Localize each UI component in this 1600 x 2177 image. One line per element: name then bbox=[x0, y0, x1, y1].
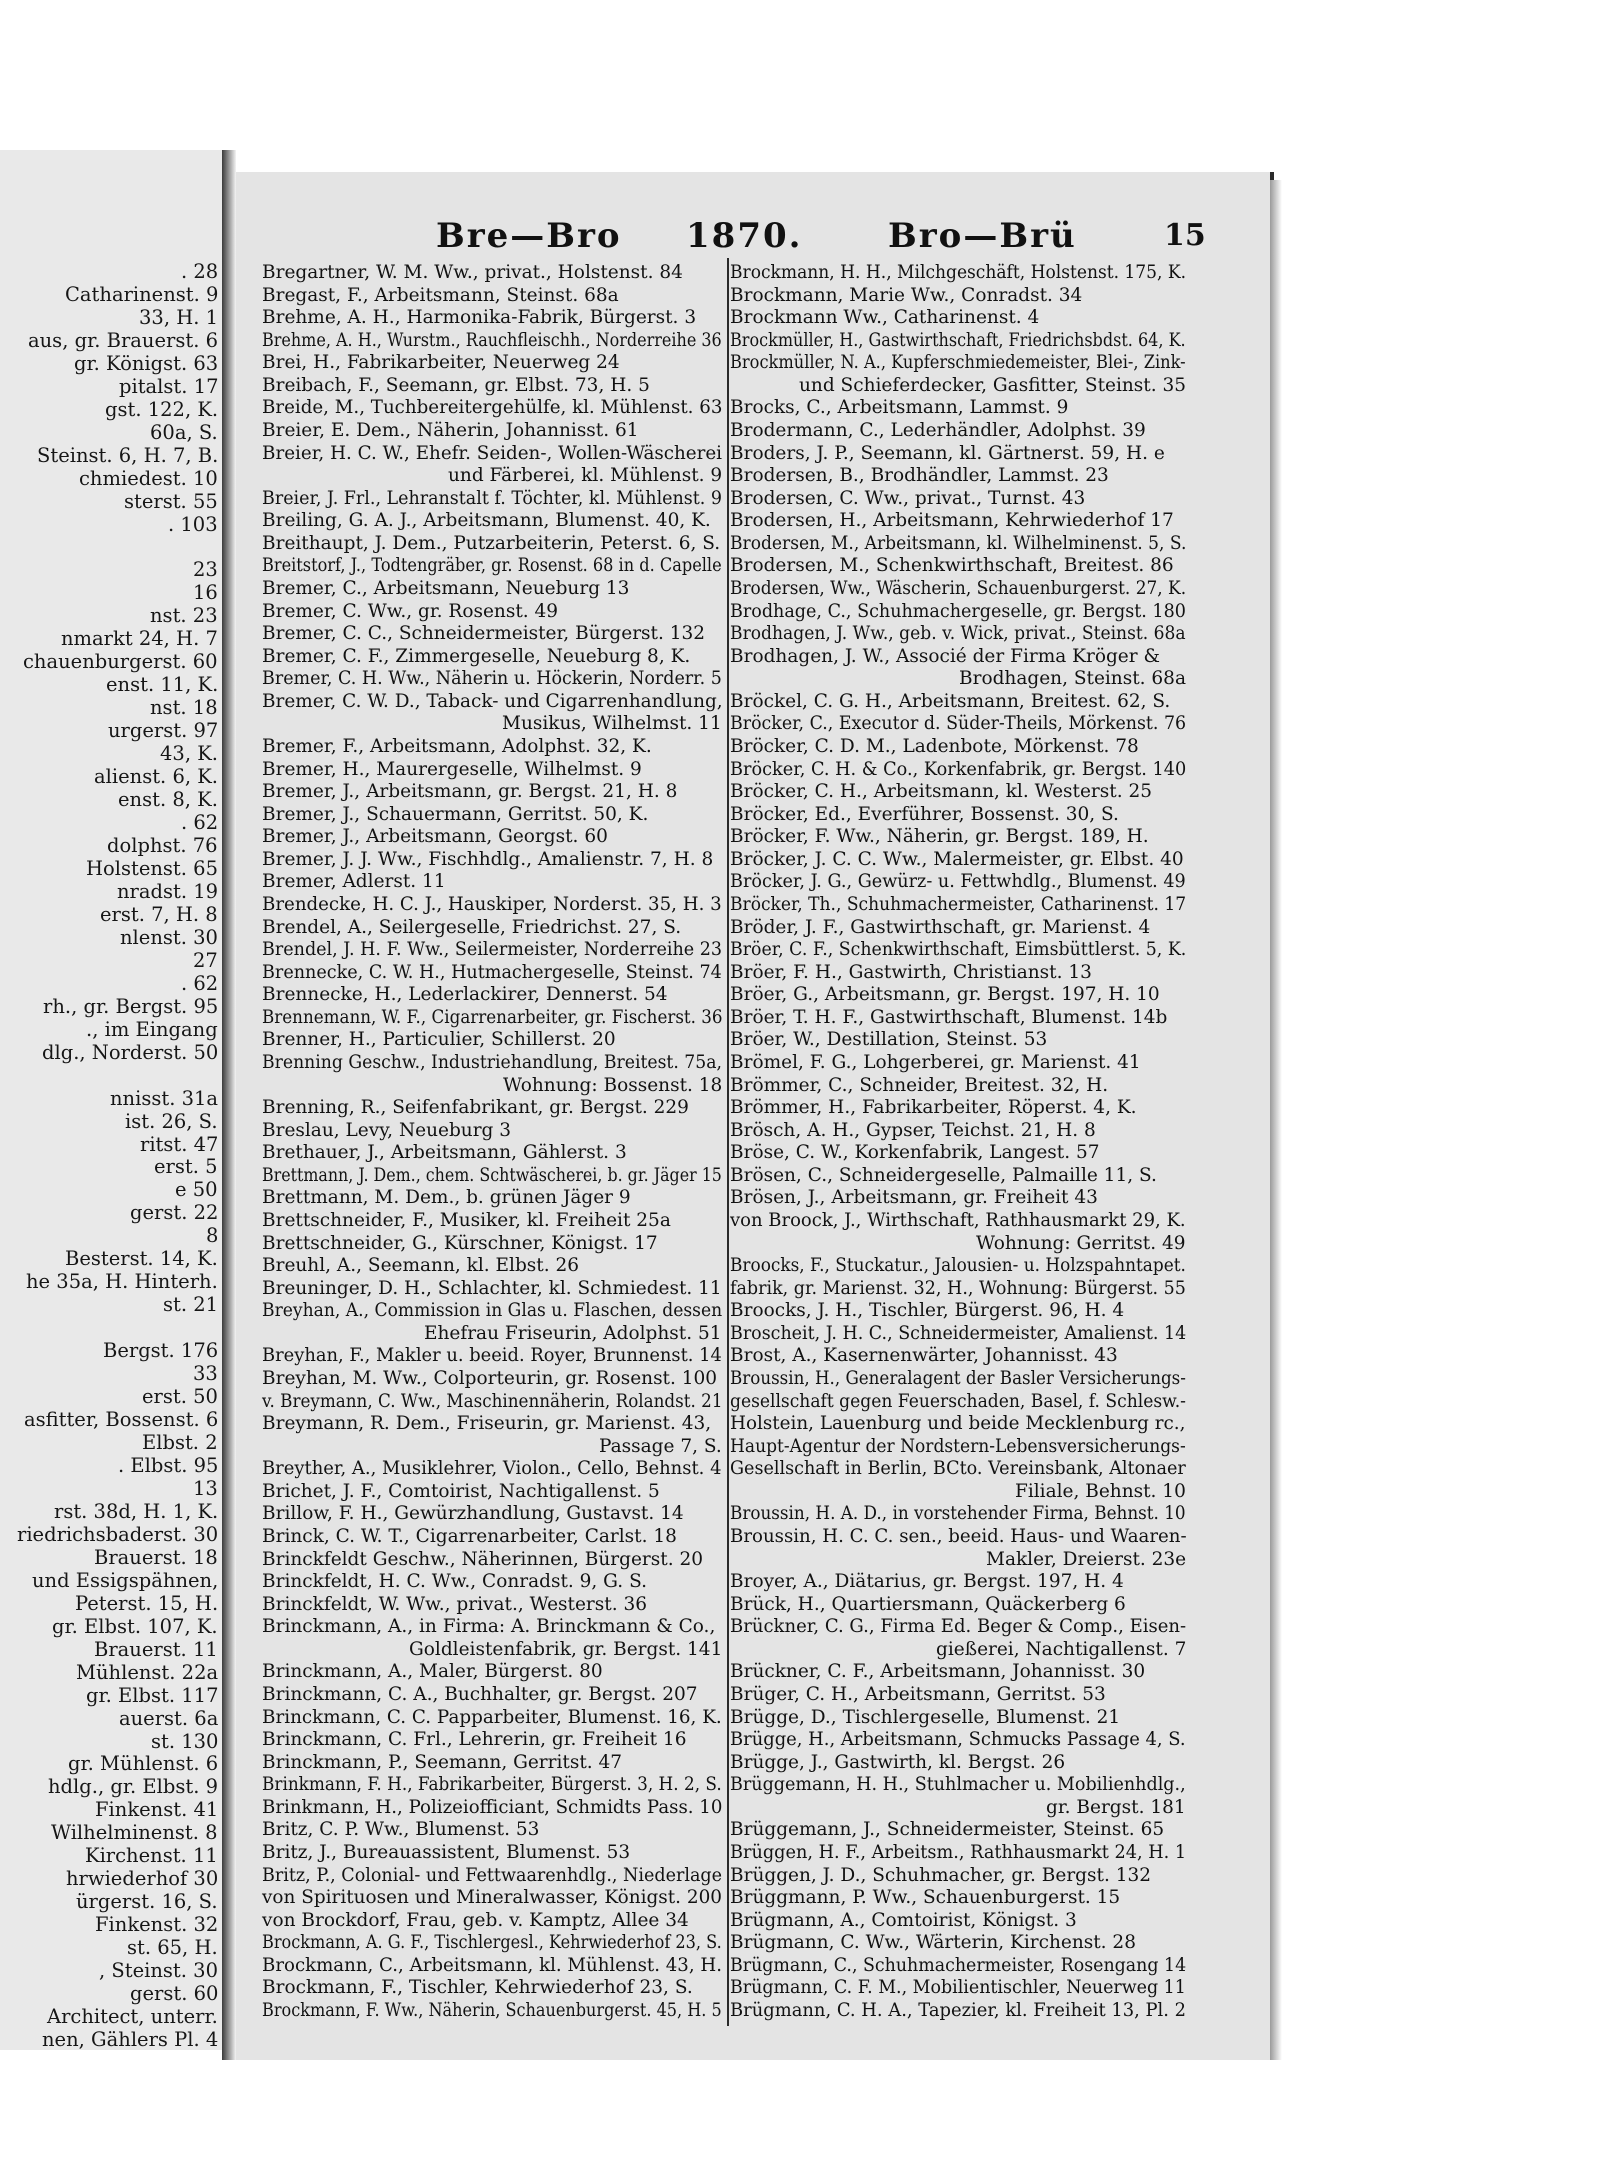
directory-entry: Breide, M., Tuchbereitergehülfe, kl. Mühlenst. 63 bbox=[262, 397, 723, 419]
directory-entry: Britz, J., Bureauassistent, Blumenst. 53 bbox=[262, 1842, 631, 1863]
directory-entry: Brinckmann, A., in Firma: A. Brinckmann & Co., bbox=[262, 1616, 716, 1638]
directory-entry: Brüggen, J. D., Schuhmacher, gr. Bergst. 132 bbox=[730, 1864, 1152, 1886]
directory-entry-continuation: Brodhagen, Steinst. 68a bbox=[959, 668, 1186, 690]
directory-entry: Bröcker, C. D. M., Ladenbote, Mörkenst. 78 bbox=[730, 736, 1139, 757]
directory-entry: Brehme, A. H., Harmonika-Fabrik, Bürgerst. 3 bbox=[262, 307, 697, 329]
directory-entry: Britz, C. P. Ww., Blumenst. 53 bbox=[262, 1819, 540, 1841]
directory-entry: Brodhagen, J. Ww., geb. v. Wick, privat., Steinst. 68a bbox=[730, 623, 1186, 645]
left-page-line: 27 bbox=[193, 948, 218, 972]
directory-entry: Brüggmann, P. Ww., Schauenburgerst. 15 bbox=[730, 1887, 1121, 1909]
directory-entry: Brodhagen, J. W., Associé der Firma Kröger & bbox=[730, 645, 1160, 667]
left-page-line: enst. 8, K. bbox=[118, 788, 218, 812]
directory-entry: Brückner, C. G., Firma Ed. Beger & Comp., Eisen- bbox=[730, 1616, 1187, 1638]
left-page-line: ist. 26, S. bbox=[125, 1109, 218, 1133]
directory-entry: Bröcker, C. H. & Co., Korkenfabrik, gr. Bergst. 140 bbox=[730, 758, 1187, 780]
directory-entry: Bremer, J., Schauermann, Gerritst. 50, K. bbox=[262, 803, 649, 825]
directory-entry: Brockmüller, H., Gastwirthschaft, Friedrichsbdst. 64, K. bbox=[730, 329, 1186, 351]
directory-entry: v. Breymann, C. Ww., Maschinennäherin, Rolandst. 21 bbox=[262, 1390, 723, 1412]
directory-entry: Broussin, H. A. D., in vorstehender Firma, Behnst. 10 bbox=[730, 1503, 1186, 1525]
directory-entry: Brendecke, H. C. J., Hauskiper, Norderst. 35, H. 3 bbox=[262, 894, 722, 915]
left-page-line: riedrichsbaderst. 30 bbox=[17, 1522, 219, 1546]
directory-entry: Brockmann, H. H., Milchgeschäft, Holstenst. 175, K. bbox=[730, 262, 1187, 283]
directory-entry: Brodhage, C., Schuhmachergeselle, gr. Bergst. 180 bbox=[730, 600, 1186, 622]
directory-entry: Breier, H. C. W., Ehefr. Seiden-, Wollen-Wäscherei bbox=[262, 442, 723, 464]
left-page-line: hrwiederhof 30 bbox=[66, 1867, 219, 1891]
directory-entry: Brüggemann, H. H., Stuhlmacher u. Mobilienhdlg., bbox=[730, 1774, 1186, 1796]
left-page-line: ritst. 47 bbox=[140, 1132, 219, 1156]
left-page-line: hdlg., gr. Elbst. 9 bbox=[48, 1775, 219, 1799]
directory-entry: Brodersen, M., Arbeitsmann, kl. Wilhelminenst. 5, S. bbox=[730, 532, 1187, 554]
directory-entry: Breiling, G. A. J., Arbeitsmann, Blumenst. 40, K. bbox=[262, 510, 711, 532]
left-page-line: sterst. 55 bbox=[124, 489, 218, 513]
directory-entry: Bröer, T. H. F., Gastwirthschaft, Blumenst. 14b bbox=[730, 1006, 1168, 1028]
left-page-line: dolphst. 76 bbox=[107, 834, 218, 858]
directory-entry: Brethauer, J., Arbeitsmann, Gählerst. 3 bbox=[262, 1142, 627, 1164]
left-page-line: nst. 18 bbox=[150, 696, 218, 720]
directory-entry: Breuninger, D. H., Schlachter, kl. Schmiedest. 11 bbox=[262, 1277, 722, 1299]
directory-entry: Broussin, H. C. C. sen., beeid. Haus- und Waaren- bbox=[730, 1526, 1187, 1547]
directory-entry: Brettschneider, G., Kürschner, Königst. 17 bbox=[262, 1232, 658, 1254]
directory-entry: von Brockdorf, Frau, geb. v. Kamptz, Allee 34 bbox=[262, 1909, 689, 1931]
header-right-range: Bro—Brü bbox=[888, 216, 1077, 256]
directory-entry: Brockmann, F., Tischler, Kehrwiederhof 23, S. bbox=[262, 1977, 693, 1999]
left-page-line: dlg., Norderst. 50 bbox=[42, 1040, 219, 1064]
left-page-line: auerst. 6a bbox=[119, 1706, 219, 1730]
directory-entry: Britz, P., Colonial- und Fettwaarenhdlg., Niederlage bbox=[262, 1864, 723, 1886]
directory-entry: Brettmann, J. Dem., chem. Schtwäscherei, b. gr. Jäger 15 bbox=[262, 1164, 722, 1186]
directory-entry: Bröckel, C. G. H., Arbeitsmann, Breitest. 62, S. bbox=[730, 690, 1171, 712]
directory-entry: Brodersen, C. Ww., privat., Turnst. 43 bbox=[730, 487, 1086, 509]
directory-entry: Bremer, J., Arbeitsmann, Georgst. 60 bbox=[262, 826, 608, 848]
directory-entry: Brocks, C., Arbeitsmann, Lammst. 9 bbox=[730, 397, 1069, 419]
directory-entry: Brockmüller, N. A., Kupferschmiedemeister, Blei-, Zink- bbox=[730, 352, 1186, 374]
directory-entry: Brügmann, C., Schuhmachermeister, Rosengang 14 bbox=[730, 1954, 1187, 1976]
directory-entry: Brügmann, C. F. M., Mobilientischler, Neuerweg 11 bbox=[730, 1977, 1186, 1999]
directory-entry-continuation: gießerei, Nachtigallenst. 7 bbox=[936, 1638, 1187, 1660]
left-page-line: asfitter, Bossenst. 6 bbox=[24, 1408, 219, 1432]
left-page-line: 33 bbox=[193, 1362, 218, 1386]
directory-entry-continuation: Wohnung: Bossenst. 18 bbox=[503, 1074, 723, 1096]
directory-entry: Brömmer, H., Fabrikarbeiter, Röperst. 4, K. bbox=[730, 1097, 1137, 1119]
left-page-line: Besterst. 14, K. bbox=[65, 1247, 218, 1271]
directory-entry-continuation: Ehefrau Friseurin, Adolphst. 51 bbox=[424, 1322, 722, 1344]
directory-entry: Brinkmann, F. H., Fabrikarbeiter, Bürgerst. 3, H. 2, S. bbox=[262, 1774, 722, 1796]
directory-entry: Breitstorf, J., Todtengräber, gr. Rosenst. 68 in d. Capelle bbox=[262, 555, 722, 577]
directory-entry: Bröcker, J. G., Gewürz- u. Fettwhdlg., Blumenst. 49 bbox=[730, 871, 1186, 893]
left-page-line: . 62 bbox=[181, 811, 219, 835]
directory-entry: Bregast, F., Arbeitsmann, Steinst. 68a bbox=[262, 284, 619, 306]
directory-entry: Broscheit, J. H. C., Schneidermeister, Amalienst. 14 bbox=[730, 1322, 1187, 1344]
directory-entry: Bröse, C. W., Korkenfabrik, Langest. 57 bbox=[730, 1142, 1100, 1164]
directory-entry-continuation: und Färberei, kl. Mühlenst. 9 bbox=[448, 465, 723, 487]
directory-entry: Brück, H., Quartiersmann, Quäckerberg 6 bbox=[730, 1593, 1126, 1615]
left-page-line: ., im Eingang bbox=[86, 1017, 218, 1041]
directory-entry: Brennecke, C. W. H., Hutmachergeselle, Steinst. 74 bbox=[262, 961, 722, 983]
left-page-line: gerst. 22 bbox=[130, 1201, 219, 1225]
directory-entry: Brügge, J., Gastwirth, kl. Bergst. 26 bbox=[730, 1751, 1066, 1773]
left-page-line: Holstenst. 65 bbox=[86, 856, 218, 880]
directory-entry: Brodermann, C., Lederhändler, Adolphst. 39 bbox=[730, 420, 1146, 441]
directory-entry-continuation: Haupt-Agentur der Nordstern-Lebensversicherungs- bbox=[730, 1435, 1186, 1457]
directory-entry: Brückner, C. F., Arbeitsmann, Johannisst. 30 bbox=[730, 1661, 1146, 1683]
left-page-line: Mühlenst. 22a bbox=[76, 1660, 219, 1684]
left-page-line: nnisst. 31a bbox=[110, 1086, 219, 1110]
left-page-line: gr. Elbst. 107, K. bbox=[52, 1614, 218, 1638]
left-page-line: Bergst. 176 bbox=[103, 1339, 219, 1363]
directory-entry-continuation: fabrik, gr. Marienst. 32, H., Wohnung: Bürgerst. 55 bbox=[730, 1277, 1186, 1299]
directory-entry: Bröer, C. F., Schenkwirthschaft, Eimsbüttlerst. 5, K. bbox=[730, 939, 1187, 961]
left-page-line: urgerst. 97 bbox=[108, 719, 219, 743]
left-page-line: gst. 122, K. bbox=[105, 397, 219, 421]
column-divider bbox=[727, 258, 729, 2026]
header-year: 1870. bbox=[686, 216, 803, 256]
directory-entry: Brendel, J. H. F. Ww., Seilermeister, Norderreihe 23 bbox=[262, 939, 723, 961]
directory-entry: Bröcker, J. C. C. Ww., Malermeister, gr. Elbst. 40 bbox=[730, 848, 1184, 870]
header-left-range: Bre—Bro bbox=[436, 216, 622, 256]
directory-entry: Brügmann, A., Comtoirist, Königst. 3 bbox=[730, 1909, 1077, 1931]
directory-entry: Bröder, J. F., Gastwirthschaft, gr. Marienst. 4 bbox=[730, 916, 1151, 938]
left-page-line: Steinst. 6, H. 7, B. bbox=[37, 443, 219, 467]
directory-entry-continuation: Wohnung: Gerritst. 49 bbox=[976, 1232, 1186, 1254]
left-page-line: gr. Mühlenst. 6 bbox=[68, 1752, 219, 1776]
directory-entry-continuation: Passage 7, S. bbox=[599, 1435, 722, 1457]
directory-entry: Bremer, C. H. Ww., Näherin u. Höckerin, Norderr. 5 bbox=[262, 668, 722, 690]
left-page-line: Architect, unterr. bbox=[47, 2005, 218, 2029]
directory-entry: Brügmann, C. Ww., Wärterin, Kirchenst. 28 bbox=[730, 1932, 1136, 1954]
directory-entry: Brinkmann, H., Polizeiofficiant, Schmidts Pass. 10 bbox=[262, 1796, 723, 1818]
left-page-line: erst. 50 bbox=[142, 1385, 218, 1409]
directory-entry: Brügge, D., Tischlergeselle, Blumenst. 21 bbox=[730, 1706, 1121, 1728]
directory-entry: Brügmann, C. H. A., Tapezier, kl. Freiheit 13, Pl. 2 bbox=[730, 2000, 1187, 2021]
left-page-line: 60a, S. bbox=[150, 420, 218, 444]
directory-entry: Broyer, A., Diätarius, gr. Bergst. 197, H. 4 bbox=[730, 1571, 1124, 1593]
left-page-line: nst. 23 bbox=[150, 604, 218, 628]
directory-entry: Brösen, J., Arbeitsmann, gr. Freiheit 43 bbox=[730, 1187, 1098, 1209]
directory-entry: Brinckmann, A., Maler, Bürgerst. 80 bbox=[262, 1661, 603, 1683]
directory-entry: Brennecke, H., Lederlackirer, Dennerst. 54 bbox=[262, 984, 668, 1006]
left-page-line: Finkenst. 41 bbox=[95, 1798, 219, 1822]
left-page-line: aus, gr. Brauerst. 6 bbox=[28, 328, 218, 352]
left-page-line: . 62 bbox=[181, 971, 219, 995]
directory-entry: Bremer, C. C., Schneidermeister, Bürgerst. 132 bbox=[262, 623, 706, 645]
directory-entry: Breuhl, A., Seemann, kl. Elbst. 26 bbox=[262, 1255, 580, 1277]
left-page-line: 16 bbox=[193, 581, 218, 605]
directory-entry: Bremer, J. J. Ww., Fischhdlg., Amalienstr. 7, H. 8 bbox=[262, 848, 714, 870]
left-page-line: pitalst. 17 bbox=[119, 374, 219, 398]
directory-entry: Brockmann Ww., Catharinenst. 4 bbox=[730, 307, 1040, 329]
directory-entry: von Broock, J., Wirthschaft, Rathhausmarkt 29, K. bbox=[730, 1210, 1186, 1231]
directory-entry: Brömel, F. G., Lohgerberei, gr. Marienst. 41 bbox=[730, 1052, 1141, 1073]
left-page-line: . 28 bbox=[181, 260, 219, 283]
directory-entry: Brösch, A. H., Gypser, Teichst. 21, H. 8 bbox=[730, 1119, 1096, 1141]
directory-entry: Breithaupt, J. Dem., Putzarbeiterin, Peterst. 6, S. bbox=[262, 532, 721, 554]
directory-entry: Bremer, C. Ww., gr. Rosenst. 49 bbox=[262, 600, 559, 622]
left-page-line: . Elbst. 95 bbox=[118, 1453, 219, 1477]
directory-entry-continuation: Makler, Dreierst. 23e bbox=[986, 1548, 1187, 1570]
directory-entry: Brinckfeldt Geschw., Näherinnen, Bürgerst. 20 bbox=[262, 1548, 704, 1570]
directory-entry: Brenning, R., Seifenfabrikant, gr. Bergst. 229 bbox=[262, 1097, 689, 1119]
directory-entry: Bröcker, C., Executor d. Süder-Theils, Mörkenst. 76 bbox=[730, 713, 1187, 735]
directory-entry: Brehme, A. H., Wurstm., Rauchfleischh., Norderreihe 36 bbox=[262, 329, 722, 351]
directory-entry: Brinckfeldt, H. C. Ww., Conradst. 9, G. S. bbox=[262, 1571, 647, 1593]
directory-entry: Brost, A., Kasernenwärter, Johannisst. 43 bbox=[730, 1345, 1118, 1367]
directory-entry: Brockmann, A. G. F., Tischlergesl., Kehrwiederhof 23, S. bbox=[262, 1932, 722, 1954]
directory-entry: Brinckfeldt, W. Ww., privat., Westerst. 36 bbox=[262, 1593, 647, 1615]
directory-entry-continuation: Filiale, Behnst. 10 bbox=[1015, 1480, 1186, 1502]
directory-entry: Brockmann, F. Ww., Näherin, Schauenburgerst. 45, H. 5 bbox=[262, 2000, 722, 2021]
directory-entry-continuation: gesellschaft gegen Feuerschaden, Basel, f. Schlesw.- bbox=[730, 1390, 1186, 1412]
left-page-line: st. 65, H. bbox=[127, 1936, 218, 1960]
left-page-line: nradst. 19 bbox=[117, 879, 219, 903]
directory-entry: Brei, H., Fabrikarbeiter, Neuerweg 24 bbox=[262, 352, 620, 374]
directory-entry: Brodersen, H., Arbeitsmann, Kehrwiederhof 17 bbox=[730, 510, 1174, 532]
directory-entry: Bremer, C. W. D., Taback- und Cigarrenhandlung, bbox=[262, 690, 723, 712]
left-page-line: gr. Elbst. 117 bbox=[86, 1683, 219, 1707]
left-page-line: Peterst. 15, H. bbox=[75, 1591, 219, 1615]
directory-entry: Breymann, R. Dem., Friseurin, gr. Marienst. 43, bbox=[262, 1413, 712, 1435]
left-page-line: erst. 7, H. 8 bbox=[100, 902, 218, 926]
directory-entry: Brockmann, Marie Ww., Conradst. 34 bbox=[730, 284, 1083, 306]
directory-entry: Brichet, J. F., Comtoirist, Nachtigallenst. 5 bbox=[262, 1480, 660, 1502]
directory-entry: Brodersen, M., Schenkwirthschaft, Breitest. 86 bbox=[730, 555, 1174, 577]
left-page-line: gerst. 60 bbox=[130, 1982, 219, 2006]
directory-entry: Brömmer, C., Schneider, Breitest. 32, H. bbox=[730, 1074, 1109, 1096]
left-page-line: Kirchenst. 11 bbox=[85, 1844, 218, 1868]
directory-entry: Broocks, F., Stuckatur., Jalousien- u. Holzspahntapet. bbox=[730, 1255, 1186, 1277]
directory-entry: Bröer, G., Arbeitsmann, gr. Bergst. 197, H. 10 bbox=[730, 984, 1160, 1006]
directory-entry: Brockmann, C., Arbeitsmann, kl. Mühlenst. 43, H. bbox=[262, 1954, 722, 1976]
directory-entry-continuation: von Spirituosen und Mineralwasser, Königst. 200 bbox=[262, 1887, 723, 1909]
left-page-line: rst. 38d, H. 1, K. bbox=[54, 1499, 219, 1523]
directory-entry: Brinck, C. W. T., Cigarrenarbeiter, Carlst. 18 bbox=[262, 1526, 677, 1547]
directory-entry: Brennemann, W. F., Cigarrenarbeiter, gr. Fischerst. 36 bbox=[262, 1006, 723, 1028]
left-page-line: he 35a, H. Hinterh. bbox=[26, 1270, 218, 1294]
directory-entry-continuation: und Schieferdecker, Gasfitter, Steinst. 35 bbox=[799, 374, 1187, 396]
directory-entry: Broders, J. P., Seemann, kl. Gärtnerst. 59, H. e bbox=[730, 442, 1165, 464]
left-page-line: Catharinenst. 9 bbox=[65, 282, 219, 306]
directory-entry: Brüggen, H. F., Arbeitsm., Rathhausmarkt 24, H. 1 bbox=[730, 1842, 1187, 1863]
directory-entry: Breyther, A., Musiklehrer, Violon., Cello, Behnst. 4 bbox=[262, 1458, 722, 1480]
directory-entry: Bremer, Adlerst. 11 bbox=[262, 871, 446, 893]
directory-entry: Breier, E. Dem., Näherin, Johannisst. 61 bbox=[262, 420, 639, 441]
directory-entry: Bremer, H., Maurergeselle, Wilhelmst. 9 bbox=[262, 758, 642, 780]
directory-entry: Breyhan, M. Ww., Colporteurin, gr. Rosenst. 100 bbox=[262, 1368, 718, 1389]
directory-entry-continuation: Musikus, Wilhelmst. 11 bbox=[502, 713, 722, 735]
left-page-line: 23 bbox=[193, 558, 218, 582]
left-page-line: enst. 11, K. bbox=[106, 673, 219, 697]
left-page-line: und Essigspähnen, bbox=[32, 1568, 219, 1592]
left-page-line: 43, K. bbox=[160, 742, 218, 766]
directory-entry: Broocks, J. H., Tischler, Bürgerst. 96, H. 4 bbox=[730, 1300, 1125, 1322]
left-page-line: 8 bbox=[206, 1224, 219, 1248]
directory-entry: Bremer, F., Arbeitsmann, Adolphst. 32, K. bbox=[262, 736, 652, 757]
directory-entry: Breyhan, F., Makler u. beeid. Royer, Brunnenst. 14 bbox=[262, 1345, 722, 1367]
left-page-line: st. 21 bbox=[163, 1293, 219, 1317]
left-page-line: gr. Königst. 63 bbox=[74, 351, 219, 375]
left-page-line: chmiedest. 10 bbox=[79, 466, 218, 490]
left-page-line: Wilhelminenst. 8 bbox=[51, 1821, 218, 1845]
directory-entry-continuation: Holstein, Lauenburg und beide Mecklenburg rc., bbox=[730, 1413, 1186, 1435]
directory-entry: Breslau, Levy, Neueburg 3 bbox=[262, 1119, 512, 1141]
directory-entry: Brinckmann, C. C. Papparbeiter, Blumenst. 16, K. bbox=[262, 1706, 722, 1728]
directory-entry: Bröcker, Ed., Everführer, Bossenst. 30, S. bbox=[730, 803, 1119, 825]
directory-entry: Bremer, C., Arbeitsmann, Neueburg 13 bbox=[262, 578, 630, 599]
directory-entry: Brodersen, Ww., Wäscherin, Schauenburgerst. 27, K. bbox=[730, 578, 1187, 599]
left-page-line: e 50 bbox=[175, 1178, 218, 1202]
left-page-line: nen, Gählers Pl. 4 bbox=[42, 2028, 219, 2050]
directory-entry: Bremer, C. F., Zimmergeselle, Neueburg 8, K. bbox=[262, 645, 691, 667]
directory-entry: Brenner, H., Particulier, Schillerst. 20 bbox=[262, 1029, 616, 1051]
directory-entry: Brüggemann, J., Schneidermeister, Steinst. 65 bbox=[730, 1819, 1165, 1841]
left-page-line: alienst. 6, K. bbox=[94, 765, 219, 789]
directory-entry-continuation: Gesellschaft in Berlin, BCto. Vereinsbank, Altonaer bbox=[730, 1458, 1186, 1480]
left-page-line: nmarkt 24, H. 7 bbox=[61, 627, 218, 651]
directory-entry: Brinckmann, C. A., Buchhalter, gr. Bergst. 207 bbox=[262, 1684, 698, 1705]
left-page-line: , Steinst. 30 bbox=[99, 1959, 218, 1983]
directory-entry: Bremer, J., Arbeitsmann, gr. Bergst. 21, H. 8 bbox=[262, 781, 678, 803]
left-page-line: nlenst. 30 bbox=[120, 925, 218, 949]
directory-entry: Brillow, F. H., Gewürzhandlung, Gustavst. 14 bbox=[262, 1503, 684, 1525]
directory-entry: Breyhan, A., Commission in Glas u. Flaschen, dessen bbox=[262, 1300, 723, 1322]
directory-entry: Brettschneider, F., Musiker, kl. Freiheit 25a bbox=[262, 1210, 671, 1231]
directory-entry: Breier, J. Frl., Lehranstalt f. Töchter, kl. Mühlenst. 9 bbox=[262, 487, 723, 509]
left-page-line: 33, H. 1 bbox=[139, 305, 219, 329]
directory-entry: Broussin, H., Generalagent der Basler Versicherungs- bbox=[730, 1368, 1186, 1389]
directory-entry: Brinckmann, P., Seemann, Gerritst. 47 bbox=[262, 1751, 623, 1773]
directory-entry: Brösen, C., Schneidergeselle, Palmaille 11, S. bbox=[730, 1164, 1157, 1186]
directory-entry: Brügge, H., Arbeitsmann, Schmucks Passage 4, S. bbox=[730, 1729, 1186, 1751]
left-page-line: Brauerst. 11 bbox=[94, 1637, 218, 1661]
directory-entry-continuation: Goldleistenfabrik, gr. Bergst. 141 bbox=[409, 1638, 723, 1660]
directory-entry: Bröcker, Th., Schuhmachermeister, Catharinenst. 17 bbox=[730, 894, 1187, 915]
directory-entry: Bröcker, F. Ww., Näherin, gr. Bergst. 189, H. bbox=[730, 826, 1149, 848]
page-edge-shadow bbox=[1270, 180, 1282, 2060]
left-page-line: Brauerst. 18 bbox=[94, 1545, 218, 1569]
left-page-line: 13 bbox=[193, 1476, 218, 1500]
directory-entry: Bröer, F. H., Gastwirth, Christianst. 13 bbox=[730, 961, 1092, 983]
directory-entry: Breibach, F., Seemann, gr. Elbst. 73, H. 5 bbox=[262, 374, 650, 396]
left-page-fragment bbox=[0, 150, 225, 2050]
directory-entry: Brendel, A., Seilergeselle, Friedrichst. 27, S. bbox=[262, 916, 682, 938]
page-number: 15 bbox=[1164, 218, 1206, 253]
left-page-line: chauenburgerst. 60 bbox=[23, 650, 218, 674]
left-page-line: rh., gr. Bergst. 95 bbox=[43, 994, 219, 1018]
directory-entry: Bregartner, W. M. Ww., privat., Holstenst. 84 bbox=[262, 262, 683, 283]
directory-entry: Brodersen, B., Brodhändler, Lammst. 23 bbox=[730, 465, 1109, 487]
directory-entry: Bröcker, C. H., Arbeitsmann, kl. Westerst. 25 bbox=[730, 781, 1152, 803]
directory-entry: Brenning Geschw., Industriehandlung, Breitest. 75a, bbox=[262, 1052, 722, 1073]
left-page-line: erst. 5 bbox=[154, 1155, 218, 1179]
left-page-line: Elbst. 2 bbox=[142, 1431, 218, 1454]
directory-entry-continuation: gr. Bergst. 181 bbox=[1046, 1796, 1186, 1818]
left-page-line: st. 130 bbox=[151, 1729, 219, 1753]
directory-entry: Brinckmann, C. Frl., Lehrerin, gr. Freiheit 16 bbox=[262, 1729, 687, 1751]
left-page-line: ürgerst. 16, S. bbox=[76, 1890, 218, 1914]
directory-entry: Brettmann, M. Dem., b. grünen Jäger 9 bbox=[262, 1187, 631, 1209]
left-page-line: Finkenst. 32 bbox=[95, 1913, 219, 1937]
book-gutter bbox=[222, 150, 236, 2060]
left-page-line: . 103 bbox=[168, 512, 218, 536]
directory-entry: Brüger, C. H., Arbeitsmann, Gerritst. 53 bbox=[730, 1684, 1106, 1705]
directory-entry: Bröer, W., Destillation, Steinst. 53 bbox=[730, 1029, 1048, 1051]
